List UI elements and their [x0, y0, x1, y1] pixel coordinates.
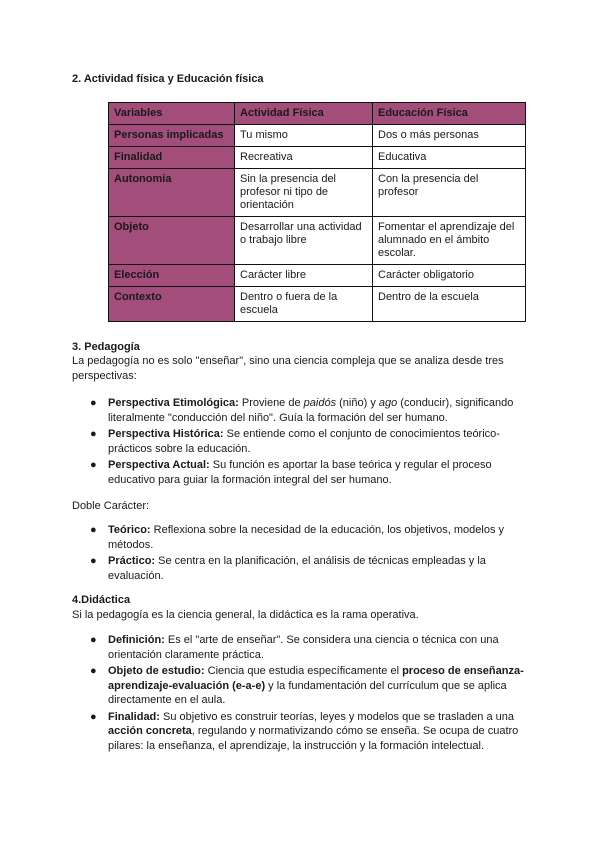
table-cell: Dentro de la escuela	[373, 287, 526, 322]
table-cell: Fomentar el aprendizaje del alumnado en el ámbito escolar.	[373, 217, 526, 265]
bullet-icon: ●	[90, 665, 97, 677]
table-header-cell: Actividad Física	[235, 103, 373, 125]
list-item: ● Perspectiva Histórica: Se entiende como el conjunto de conocimientos teórico-prácticos sobre la educación.	[90, 428, 500, 455]
list-item: ● Objeto de estudio: Ciencia que estudia específicamente el proceso de enseñanza-aprendizaje-evaluación (e-a-e) y la fundamentación del currículum que se aplica directamente en el aula.	[90, 665, 524, 706]
table-row-label: Objeto	[109, 217, 235, 265]
table-cell: Desarrollar una actividad o trabajo libre	[235, 217, 373, 265]
section-3-heading: 3. Pedagogía	[72, 341, 140, 353]
list-item: ● Perspectiva Etimológica: Proviene de paidós (niño) y ago (conducir), significando literalmente "conducción del niño". Guía la formación del ser humano.	[90, 397, 514, 424]
table-row-label: Autonomía	[109, 169, 235, 217]
list-item: ● Teórico: Reflexiona sobre la necesidad de la educación, los objetivos, modelos y métodos.	[90, 524, 505, 551]
table-row	[109, 217, 526, 265]
section-4-intro: Si la pedagogía es la ciencia general, la didáctica es la rama operativa.	[72, 609, 419, 621]
comparison-table	[108, 102, 526, 322]
table-row	[109, 169, 526, 217]
table-cell: Carácter obligatorio	[373, 265, 526, 287]
bullet-icon: ●	[90, 634, 97, 646]
doble-caracter-label: Doble Carácter:	[72, 500, 150, 512]
section-3-intro: La pedagogía no es solo "enseñar", sino una ciencia compleja que se analiza desde tres perspectivas:	[72, 355, 504, 382]
bullet-icon: ●	[90, 459, 97, 471]
bullet-icon: ●	[90, 397, 97, 409]
didactica-list	[84, 633, 524, 755]
list-item: ● Perspectiva Actual: Su función es aportar la base teórica y regular el proceso educativo para guiar la formación integral del ser humano.	[90, 459, 492, 486]
table-header-cell: Variables	[109, 103, 235, 125]
section-4-heading: 4.Didáctica	[72, 594, 131, 606]
table-cell: Dos o más personas	[373, 125, 526, 147]
table-cell: Con la presencia del profesor	[373, 169, 526, 217]
section-2-heading: 2. Actividad física y Educación física	[72, 73, 264, 85]
list-item: ● Definición: Es el "arte de enseñar". Se considera una ciencia o técnica con una orientación claramente práctica.	[90, 634, 499, 661]
table-cell: Sin la presencia del profesor ni tipo de orientación	[235, 169, 373, 217]
list-item: ● Finalidad: Su objetivo es construir teorías, leyes y modelos que se trasladen a una acción concreta, regulando y normativizando cómo se enseña. Se ocupa de cuatro pilares: la enseñanza, el aprendizaje, la instrucción y la formación intelectual.	[90, 710, 519, 752]
doble-caracter-list	[84, 523, 524, 585]
table-row	[109, 265, 526, 287]
table-row	[109, 125, 526, 147]
bullet-icon: ●	[90, 710, 97, 723]
perspectives-list	[84, 396, 524, 489]
table-header-cell: Educación Física	[373, 103, 526, 125]
table-header-row	[109, 103, 526, 125]
bullet-icon: ●	[90, 555, 97, 567]
table-cell: Tu mismo	[235, 125, 373, 147]
table-row-label: Elección	[109, 265, 235, 287]
table-row	[109, 287, 526, 322]
bullet-icon: ●	[90, 428, 97, 440]
table-row-label: Finalidad	[109, 147, 235, 169]
table-row-label: Contexto	[109, 287, 235, 322]
bullet-icon: ●	[90, 524, 97, 536]
list-item: ● Práctico: Se centra en la planificación, el análisis de técnicas empleadas y la evaluación.	[90, 555, 486, 582]
table-cell: Recreativa	[235, 147, 373, 169]
table-row	[109, 147, 526, 169]
table-cell: Educativa	[373, 147, 526, 169]
table-cell: Dentro o fuera de la escuela	[235, 287, 373, 322]
table-cell: Carácter libre	[235, 265, 373, 287]
table-row-label: Personas implicadas	[109, 125, 235, 147]
